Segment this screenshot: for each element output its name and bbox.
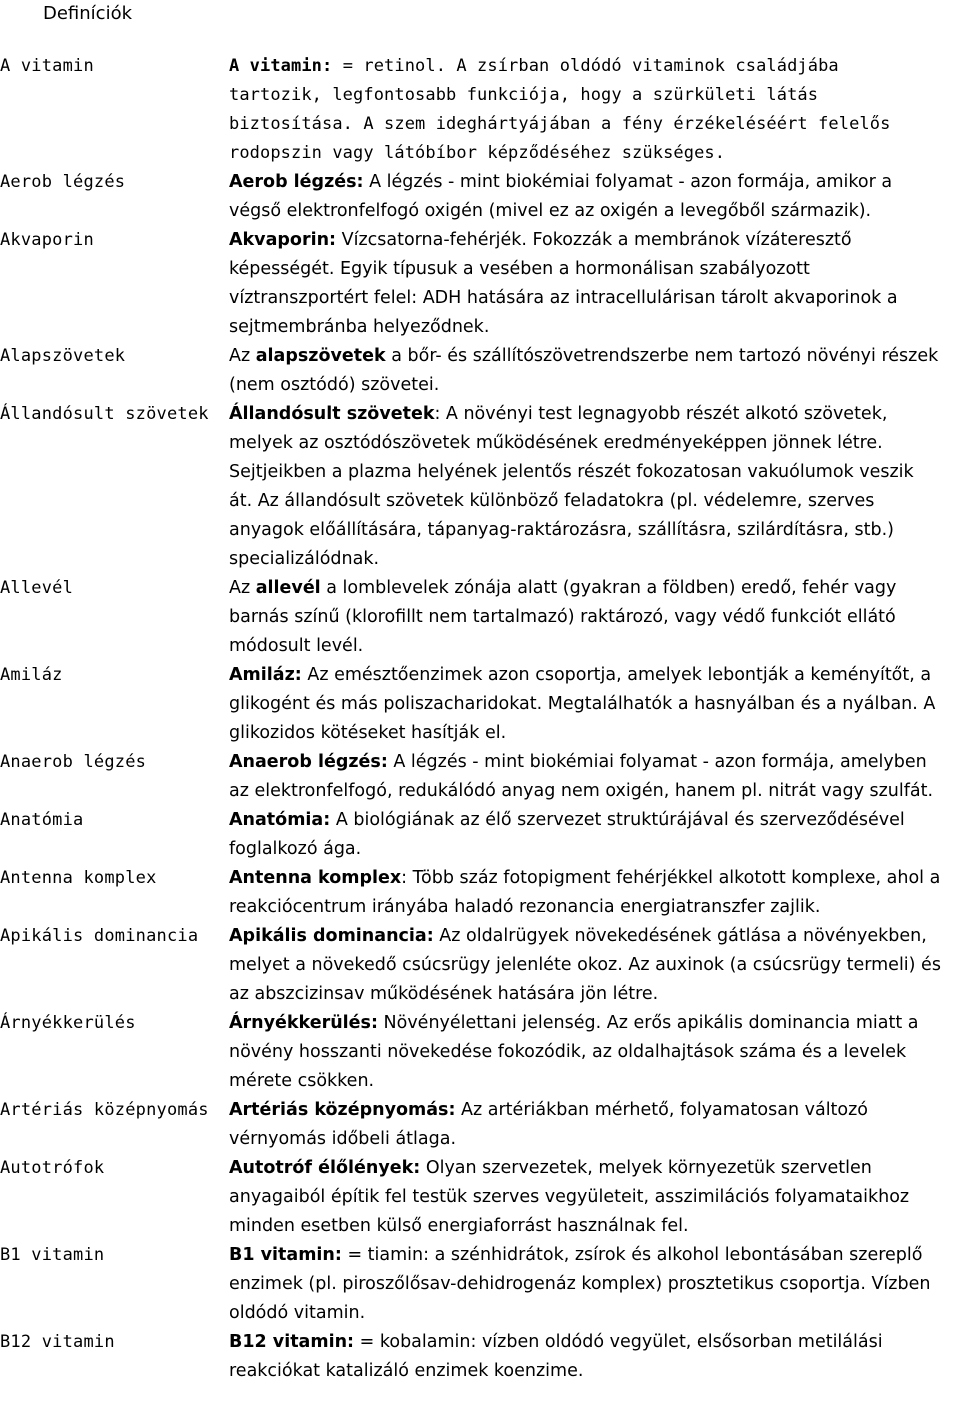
glossary-entry bbox=[0, 1241, 960, 1328]
glossary-entry bbox=[0, 806, 960, 864]
glossary-definition bbox=[229, 52, 960, 168]
glossary-term: Amiláz bbox=[0, 665, 63, 685]
definition-term-bold: Anaerob légzés: bbox=[229, 752, 388, 772]
glossary-entry bbox=[0, 1096, 960, 1154]
definition-term-bold: B1 vitamin: bbox=[229, 1245, 342, 1265]
glossary-entry bbox=[0, 52, 960, 168]
definition-term-bold: Akvaporin: bbox=[229, 230, 337, 250]
glossary-term: Aerob légzés bbox=[0, 172, 126, 192]
definition-term-bold: A vitamin: bbox=[229, 56, 333, 76]
glossary-term: Akvaporin bbox=[0, 230, 94, 250]
glossary-definition bbox=[229, 661, 960, 748]
definition-term-bold: allevél bbox=[255, 578, 321, 598]
definition-text: : A növényi test legnagyobb részét alkotó szövetek, melyek az osztódószövetek működésének eredményeképpen jönnek létre. Sejtjeikben a plazma helyének jelentős részét fokozatosan vakuólumok veszik át. Az állandósult szövetek különböző feladatokra (pl. védelemre, szerves anyagok előállítására, tápanyag-raktározásra, szállításra, szilárdításra, stb.) specializálódnak. bbox=[229, 404, 914, 569]
glossary-definition bbox=[229, 1096, 960, 1154]
definition-text: = retinol. A zsírban oldódó vitaminok családjába tartozik, legfontosabb funkciója, hogy a szürkületi látás biztosítása. A szem ideghártyájában a fény érzékeléséért felelős rodopszin vagy látóbíbor képződéséhez szükséges. bbox=[229, 56, 891, 163]
glossary-definition bbox=[229, 748, 960, 806]
glossary-term: Antenna komplex bbox=[0, 868, 157, 888]
glossary-term: Autotrófok bbox=[0, 1158, 105, 1178]
definition-term-bold: alapszövetek bbox=[255, 346, 386, 366]
definition-text: Növényélettani jelenség. Az erős apikális dominancia miatt a növény hosszanti növekedése fokozódik, az oldalhajtások száma és a levelek mérete csökken. bbox=[229, 1013, 919, 1091]
glossary-term: Anatómia bbox=[0, 810, 84, 830]
definition-text: Vízcsatorna-fehérjék. Fokozzák a membránok vízáteresztő képességét. Egyik típusuk a vesében a hormonálisan szabályozott víztranszportért felel: ADH hatására az intracellulárisan tárolt akvaporinok a sejtmembránba helyeződnek. bbox=[229, 230, 898, 337]
glossary-term: Állandósult szövetek bbox=[0, 404, 209, 424]
definition-text: a bőr- és szállítószövetrendszerbe nem tartozó növényi részek (nem osztódó) szövetei. bbox=[229, 346, 939, 395]
glossary-term: Árnyékkerülés bbox=[0, 1013, 136, 1033]
glossary-term: Alapszövetek bbox=[0, 346, 126, 366]
glossary-entry bbox=[0, 574, 960, 661]
definition-prefix: Az bbox=[229, 346, 256, 366]
glossary-definition bbox=[229, 226, 960, 342]
definition-prefix: Az bbox=[229, 578, 256, 598]
glossary-term: B12 vitamin bbox=[0, 1332, 115, 1352]
glossary-term: Anaerob légzés bbox=[0, 752, 147, 772]
definition-text: A légzés - mint biokémiai folyamat - azon formája, amelyben az elektronfelfogó, redukálódó anyag nem oxigén, hanem pl. nitrát vagy szulfát. bbox=[229, 752, 934, 801]
definition-term-bold: B12 vitamin: bbox=[229, 1332, 355, 1352]
glossary-definition bbox=[229, 342, 960, 400]
definition-term-bold: Autotróf élőlények: bbox=[229, 1158, 421, 1178]
definition-text: A biológiának az élő szervezet struktúrájával és szerveződésével foglalkozó ága. bbox=[229, 810, 905, 859]
glossary-list bbox=[0, 52, 960, 1386]
definition-text: Az emésztőenzimek azon csoportja, amelyek lebontják a keményítőt, a glikogént és más poliszacharidokat. Megtalálhatók a hasnyálban és a nyálban. A glikozidos kötéseket hasítják el. bbox=[229, 665, 936, 743]
glossary-entry bbox=[0, 226, 960, 342]
glossary-definition bbox=[229, 864, 960, 922]
glossary-definition bbox=[229, 1009, 960, 1096]
definition-text: Az artériákban mérhető, folyamatosan változó vérnyomás időbeli átlaga. bbox=[229, 1100, 869, 1149]
glossary-entry bbox=[0, 400, 960, 574]
definition-term-bold: Árnyékkerülés: bbox=[229, 1013, 378, 1033]
glossary-entry bbox=[0, 1154, 960, 1241]
definition-text: A légzés - mint biokémiai folyamat - azon formája, amikor a végső elektronfelfogó oxigén (mivel ez az oxigén a levegőből származik). bbox=[229, 172, 893, 221]
glossary-definition bbox=[229, 1154, 960, 1241]
glossary-definition bbox=[229, 400, 960, 574]
glossary-entry bbox=[0, 748, 960, 806]
glossary-definition bbox=[229, 168, 960, 226]
definition-text: Olyan szervezetek, melyek környezetük szervetlen anyagaiból építik fel testük szerves vegyületeit, asszimilációs folyamataikhoz minden esetben külső energiaforrást használnak fel. bbox=[229, 1158, 910, 1236]
glossary-definition bbox=[229, 806, 960, 864]
definition-term-bold: Állandósult szövetek bbox=[229, 404, 435, 424]
glossary-entry bbox=[0, 1009, 960, 1096]
glossary-entry bbox=[0, 342, 960, 400]
definition-term-bold: Artériás középnyomás: bbox=[229, 1100, 456, 1120]
definition-term-bold: Aerob légzés: bbox=[229, 172, 364, 192]
glossary-definition bbox=[229, 1328, 960, 1386]
definition-text: a lomblevelek zónája alatt (gyakran a földben) eredő, fehér vagy barnás színű (klorofillt nem tartalmazó) raktározó, vagy védő funkciót ellátó módosult levél. bbox=[229, 578, 897, 656]
page-title: Definíciók bbox=[43, 3, 133, 24]
glossary-term: Allevél bbox=[0, 578, 74, 598]
definition-text: = tiamin: a szénhidrátok, zsírok és alkohol lebontásában szereplő enzimek (pl. piroszőlősav-dehidrogenáz komplex) prosztetikus csoportja. Vízben oldódó vitamin. bbox=[229, 1245, 931, 1323]
glossary-entry bbox=[0, 864, 960, 922]
definition-term-bold: Apikális dominancia: bbox=[229, 926, 434, 946]
glossary-entry bbox=[0, 922, 960, 1009]
glossary-term: Apikális dominancia bbox=[0, 926, 199, 946]
glossary-entry bbox=[0, 1328, 960, 1386]
glossary-definition bbox=[229, 922, 960, 1009]
glossary-term: Artériás középnyomás bbox=[0, 1100, 209, 1120]
definition-text: Az oldalrügyek növekedésének gátlása a növényekben, melyet a növekedő csúcsrügy jelenléte okoz. Az auxinok (a csúcsrügy termeli) és az abszcizinsav működésének hatására jön létre. bbox=[229, 926, 941, 1004]
glossary-term: B1 vitamin bbox=[0, 1245, 105, 1265]
definition-text: = kobalamin: vízben oldódó vegyület, elsősorban metilálási reakciókat katalizáló enzimek koenzime. bbox=[229, 1332, 883, 1381]
definition-text: : Több száz fotopigment fehérjékkel alkotott komplexe, ahol a reakciócentrum irányába haladó rezonancia energiatranszfer zajlik. bbox=[229, 868, 941, 917]
definition-term-bold: Antenna komplex bbox=[229, 868, 402, 888]
glossary-definition bbox=[229, 1241, 960, 1328]
glossary-term: A vitamin bbox=[0, 56, 94, 76]
glossary-entry bbox=[0, 168, 960, 226]
glossary-entry bbox=[0, 661, 960, 748]
definition-term-bold: Anatómia: bbox=[229, 810, 331, 830]
glossary-definition bbox=[229, 574, 960, 661]
definition-term-bold: Amiláz: bbox=[229, 665, 302, 685]
